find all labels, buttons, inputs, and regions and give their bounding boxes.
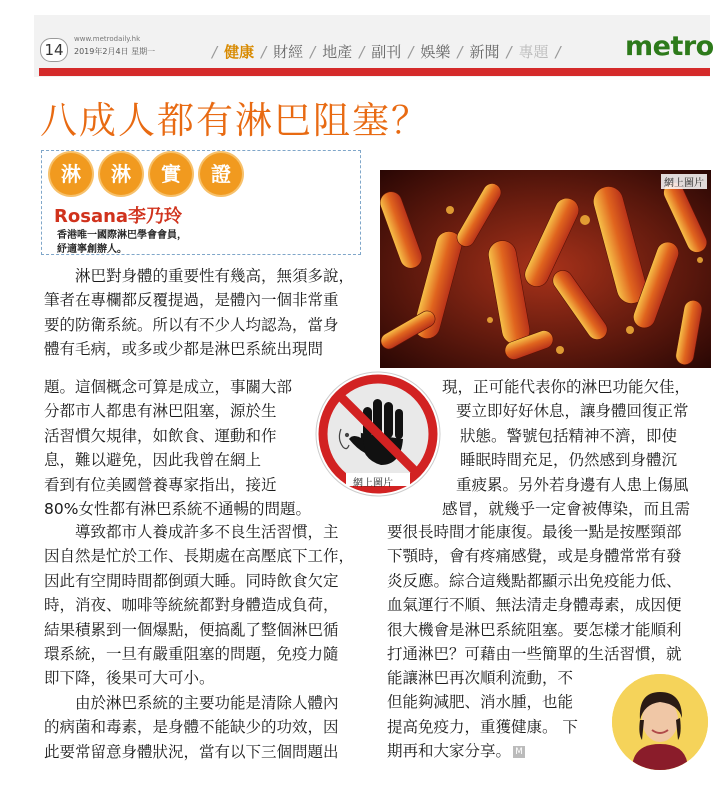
- stop-caption: 網上圖片: [353, 478, 393, 489]
- metro-logo[interactable]: metro: [625, 31, 714, 62]
- body-line-last: [387, 739, 607, 763]
- photo-caption: 網上圖片: [661, 174, 707, 189]
- body-line: 打通淋巴？可藉由一些簡單的生活習慣，就: [387, 645, 682, 664]
- body-line: 淋巴對身體的重要性有幾高，無須多說，: [75, 267, 355, 285]
- body-line: 血氣運行不順、無法清走身體毒素，成因便: [387, 596, 682, 615]
- column-name-char: 淋: [100, 153, 142, 195]
- nav-tab[interactable]: 地產: [322, 43, 353, 61]
- body-line: 由於淋巴系統的主要功能是清除人體內: [75, 693, 339, 712]
- body-line: 因此有空閒時間都倒頭大睡。同時飲食欠定: [44, 571, 339, 590]
- nav-separator: /: [506, 43, 512, 61]
- nav-separator: /: [261, 43, 267, 61]
- body-line: 很大機會是淋巴系統阻塞。要怎樣才能順利: [387, 620, 682, 639]
- nav-separator: /: [555, 43, 561, 61]
- nav-separator: /: [359, 43, 365, 61]
- body-line: 活習慣欠規律，如飲食、運動和作: [44, 426, 277, 445]
- left-column-top: [44, 264, 362, 362]
- body-line: 能讓淋巴再次順利流動，不: [387, 669, 574, 687]
- body-line: 分都市人都患有淋巴阻塞，源於生: [44, 402, 277, 421]
- issue-date: 2019年2月4日 星期一: [74, 47, 156, 56]
- column-name-char: 實: [150, 153, 192, 195]
- body-line: 下顎時，會有疼痛感覺，或是身體常常有發: [387, 547, 682, 566]
- body-line: 此要常留意身體狀況，當有以下三個問題出: [44, 742, 339, 761]
- body-line: 體有毛病，或多或少都是淋巴系統出現問: [44, 340, 324, 359]
- site-url[interactable]: www.metrodaily.hk: [74, 35, 141, 43]
- right-column-wrap: [442, 375, 710, 521]
- body-line: 重疲累。另外若身邊有人患上傷風: [456, 475, 689, 494]
- column-name-char: 證: [200, 153, 242, 195]
- body-line: 筆者在專欄都反覆提過，是體內一個非常重: [44, 291, 339, 310]
- article-headline: 八成人都有淋巴阻塞？: [40, 99, 430, 142]
- right-column-mid: [387, 520, 711, 666]
- body-line: 炎反應。綜合這幾點都顯示出免疫能力低、: [387, 571, 682, 590]
- body-line: 期再和大家分享。: [387, 742, 512, 761]
- page-number: 14: [40, 38, 68, 62]
- author-desc-line: 紓適寧創辦人。: [57, 244, 127, 255]
- body-line: 看到有位美國營養專家指出，接近: [44, 475, 277, 494]
- nav-separator: /: [212, 43, 218, 61]
- portrait-avatar: [612, 674, 708, 770]
- body-line: 導致都市人養成許多不良生活習慣，主: [75, 523, 339, 541]
- nav-tab[interactable]: 副刊: [371, 43, 402, 61]
- left-column-wrap: [44, 375, 314, 521]
- body-line: 感冒，就幾乎一定會被傳染，而且需: [442, 500, 691, 519]
- author-desc-line: 香港唯一國際淋巴學會會員，: [57, 230, 187, 241]
- body-line: 時，消夜、咖啡等統統都對身體造成負荷，: [44, 596, 339, 615]
- nav-tab[interactable]: 娛樂: [420, 43, 451, 61]
- nav-tab[interactable]: 財經: [273, 43, 304, 61]
- body-line: 要立即好好休息，讓身體回復正常: [456, 402, 689, 421]
- body-line: 現，正可能代表你的淋巴功能欠佳，: [442, 378, 691, 396]
- body-line: 環系統，一旦有嚴重阻塞的問題，免疫力隨: [44, 645, 339, 664]
- body-line: 的病菌和毒素，是身體不能缺少的功效，因: [44, 718, 339, 737]
- body-line: 要很長時間才能康復。最後一點是按壓頸部: [387, 523, 682, 541]
- body-line: 因自然是忙於工作、長期處在高壓底下工作，: [44, 547, 355, 566]
- header-accent-bar: [39, 68, 710, 76]
- body-line: 結果積累到一個爆點，便搞亂了整個淋巴循: [44, 620, 339, 639]
- bacteria-image: [380, 170, 711, 368]
- nav-tab[interactable]: 新聞: [469, 43, 500, 61]
- stop-sign-illustration: [313, 369, 443, 499]
- author-name: Rosana李乃玲: [54, 206, 183, 227]
- end-mark: M: [513, 746, 525, 758]
- author-portrait: [612, 674, 708, 770]
- column-name-char: 淋: [50, 153, 92, 195]
- author-description: [57, 229, 187, 257]
- nav-tab[interactable]: 健康: [224, 43, 255, 61]
- body-line: 80%女性都有淋巴系統不通暢的問題。: [44, 500, 311, 519]
- nav-tab[interactable]: 專題: [518, 43, 549, 61]
- left-column-bottom: [44, 520, 362, 764]
- body-line: 提高免疫力，重獲健康。 下: [387, 717, 578, 736]
- body-line: 題。這個概念可算是成立，事關大部: [44, 378, 293, 396]
- nav-separator: /: [408, 43, 414, 61]
- body-line: 要的防衛系統。所以有不少人均認為，當身: [44, 315, 339, 334]
- nav-separator: /: [457, 43, 463, 61]
- right-column-bottom: [387, 666, 607, 764]
- body-line: 但能夠減肥、消水腫，也能: [387, 693, 574, 712]
- body-line: 狀態。警號包括精神不濟，即使: [460, 426, 678, 445]
- section-nav: [205, 41, 568, 62]
- body-line: 睡眠時間充足，仍然感到身體沉: [460, 451, 678, 470]
- body-line: 息，難以避免，因此我曾在網上: [44, 451, 262, 470]
- nav-separator: /: [310, 43, 316, 61]
- body-line: 即下降，後果可大可小。: [44, 669, 215, 688]
- bacteria-photo: [380, 170, 711, 368]
